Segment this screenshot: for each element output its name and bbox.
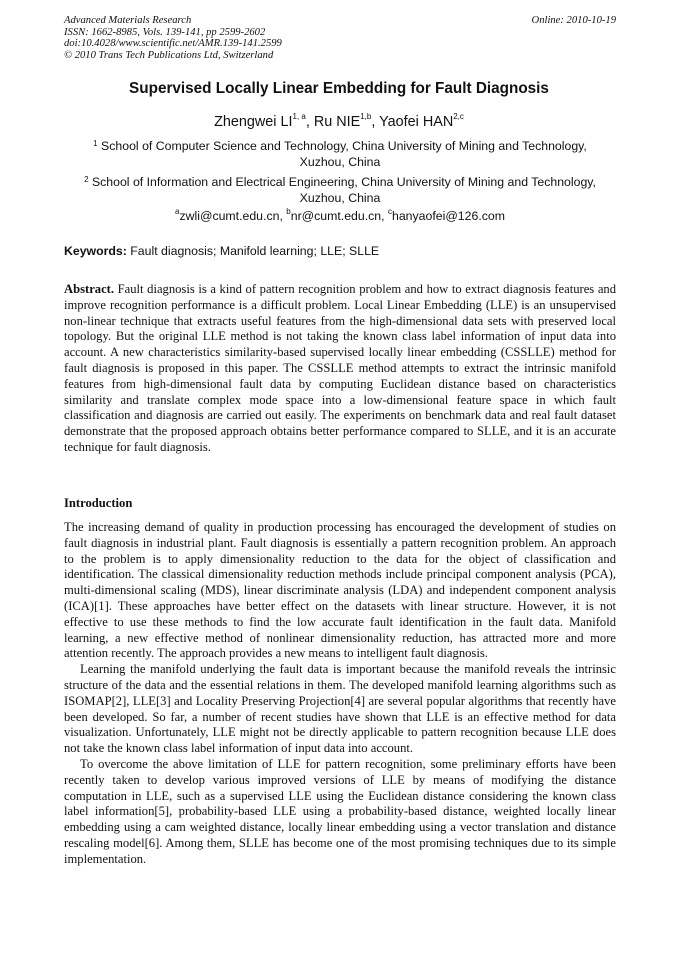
author-sup: 1,b — [360, 112, 372, 121]
section-heading-introduction: Introduction — [64, 496, 133, 510]
abstract — [64, 282, 616, 456]
abstract-text: Fault diagnosis is a kind of pattern recognition problem and how to extract diagnosis features and improve recognition performance is a difficult problem. Local Linear Embedding (LLE) is an unsupervised non-linear technique that extracts useful features from the high-dimensional data sets with preserved local topology. But the original LLE method is not taking the known class label information of input data into account. A new characteristics similarity-based supervised locally linear embedding (CSSLLE) method for fault diagnosis is proposed in this paper. The CSSLLE method attempts to extract the intrinsic manifold features from high-dimensional fault data by computing Euclidean distance based on characteristics similarity and translate complex mode space into a low-dimensional feature space in which fault classification and diagnosis are carried out easily. The experiments on benchmark data and real fault dataset demonstrate that the proposed approach obtains better performance compared to SLLE, and it is an accurate technique for fault diagnosis. — [64, 282, 617, 454]
doi-line: doi:10.4028/www.scientific.net/AMR.139-141.2599 — [64, 38, 282, 50]
affiliation-city: Xuzhou, China — [299, 155, 381, 169]
paragraph: Learning the manifold underlying the fault data is important because the manifold reveals the intrinsic structure of the data and the essential relations in them. The developed manifold learning algorithms such as ISOMAP[2], LLE[3] and Locality Preserving Projection[4] are several popular algorithms that recently have been developed. So far, a number of recent studies have shown that LLE is an effective method for data visualization. Unfortunately, LLE might not be directly applicable to pattern recognition because LLE does not take the known class label information of input data into account. — [64, 662, 616, 756]
abstract-label: Abstract. — [64, 282, 115, 296]
paragraph: To overcome the above limitation of LLE for pattern recognition, some preliminary efforts have been recently taken to develop various improved versions of LLE by means of modifying the distance computation in LLE, such as a supervised LLE using the Euclidean distance considering the known class label information[5], probability-based LLE using a probability-based distance, weighted locally linear embedding using a cam weighted distance, locally linear embedding using a vector translation and distance rescaling model[6]. Among them, SLLE has become one of the most promising techniques due to its simple implementation. — [64, 756, 616, 866]
email-address[interactable]: hanyaofei@126.com — [391, 209, 505, 223]
keywords — [64, 244, 616, 258]
author-name: Yaofei HAN — [379, 114, 454, 130]
email-sup: a — [175, 207, 180, 216]
author-name: Zhengwei LI — [214, 114, 293, 130]
author-sup: 1, a — [292, 112, 306, 121]
keywords-label: Keywords: — [64, 244, 127, 258]
copyright-line: © 2010 Trans Tech Publications Ltd, Switzerland — [64, 49, 274, 61]
introduction-body — [64, 520, 616, 868]
online-date: Online: 2010-10-19 — [531, 15, 616, 26]
affiliation-1 — [64, 138, 616, 170]
keywords-text: Fault diagnosis; Manifold learning; LLE; SLLE — [130, 244, 380, 258]
affiliation-2 — [64, 174, 616, 206]
journal-name: Advanced Materials Research — [64, 15, 192, 26]
journal-header — [64, 15, 616, 61]
issn-line: ISSN: 1662-8985, Vols. 139-141, pp 2599-2602 — [64, 26, 266, 38]
affiliation-number: 1 — [93, 139, 98, 148]
affiliation-line: School of Information and Electrical Engineering, China University of Mining and Technology, — [91, 175, 596, 189]
email-sup: c — [387, 207, 392, 216]
affiliation-city: Xuzhou, China — [299, 191, 381, 205]
email-list: $^a$zwli@cumt.edu.cn, $^b$nr@cumt.edu.cn, $^c$hanyaofei@126.com — [175, 207, 505, 223]
affiliation-line: School of Computer Science and Technology, China University of Mining and Technology, — [101, 139, 587, 153]
affiliation-number: 2 — [84, 175, 89, 184]
paper-title: Supervised Locally Linear Embedding for Fault Diagnosis — [129, 80, 549, 97]
author-list: Zhengwei LI$^{1, a}$, Ru NIE$^{1,b}$, Yaofei HAN$^{2,c}$ — [214, 112, 464, 130]
email-address[interactable]: nr@cumt.edu.cn — [290, 209, 382, 223]
email-address[interactable]: zwli@cumt.edu.cn — [179, 209, 280, 223]
author-name: Ru NIE — [313, 114, 361, 130]
email-sup: b — [286, 207, 291, 216]
author-sup: 2,c — [453, 112, 464, 121]
paragraph: The increasing demand of quality in production processing has encouraged the development of studies on fault diagnosis in industrial plant. Fault diagnosis is essentially a pattern recognition problem. An approach to the problem is to apply dimensionality reduction to the data for the object of classification and identification. The classical dimensionality reduction methods include principal component analysis (PCA), multi-dimensional scaling (MDS), linear discriminate analysis (LDA) and independent component analysis (ICA)[1]. These approaches have better effect on the datasets with linear structure. However, it is not effective to use these methods to find the low accurate fault identification in the fault data. Manifold learning, a new effective method of nonlinear dimensionality reduction, has attracted more and more attention recently. The approach provides a new means to intelligent fault diagnosis. — [64, 520, 616, 661]
